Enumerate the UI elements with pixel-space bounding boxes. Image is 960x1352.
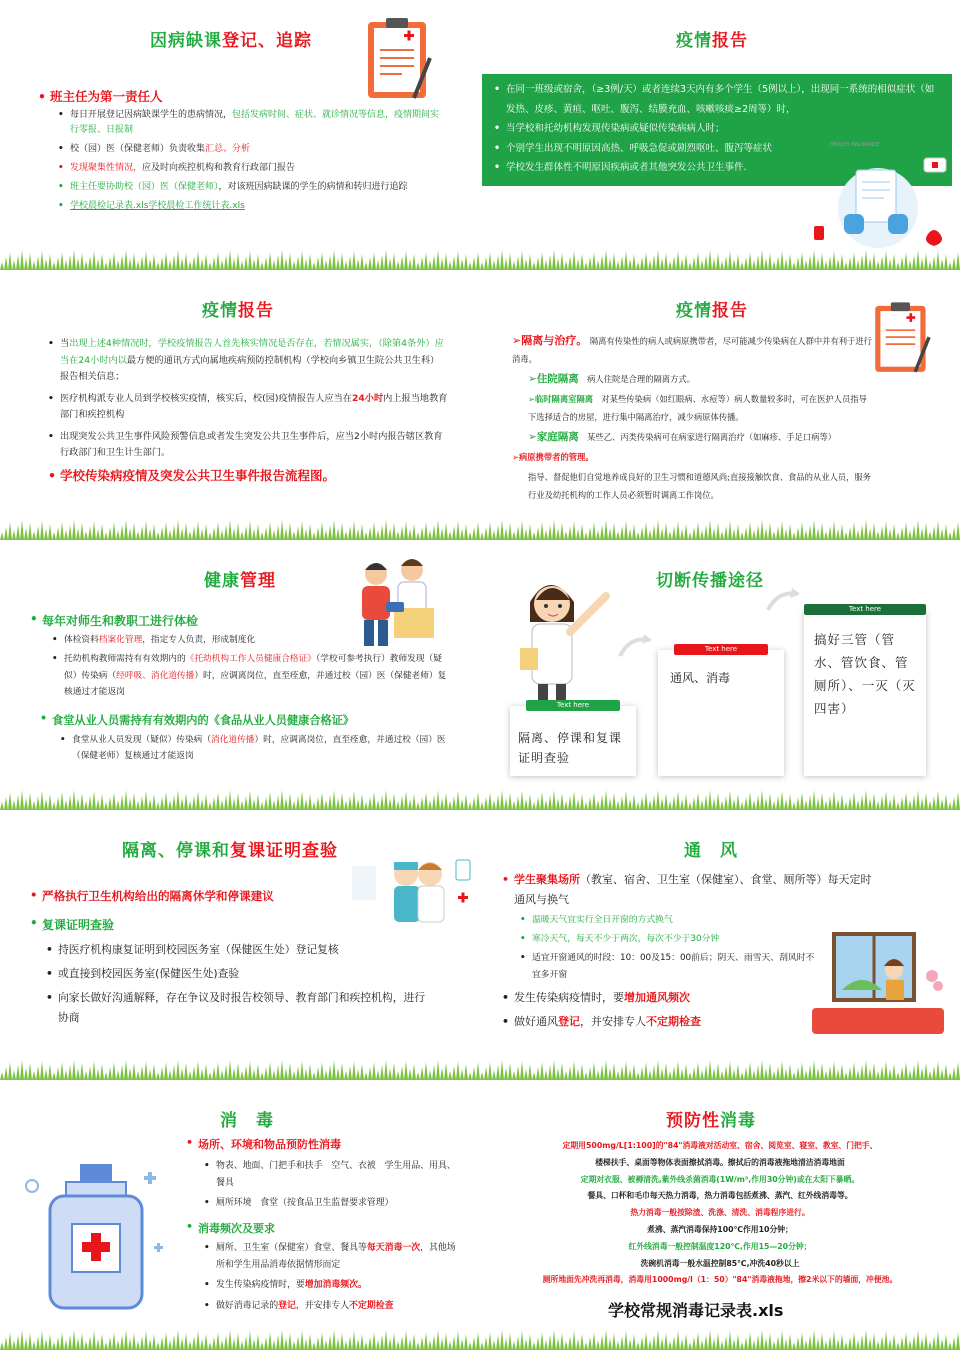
slide-health-management (0, 540, 480, 810)
card-text: 通风、消毒 (670, 671, 731, 685)
list-item: • 个别学生出现不明原因高热、呼吸急促或剧烈呕吐、腹泻等症状 (494, 139, 940, 159)
list-item: • 发现聚集性情况，应及时向疾控机构和教育行政部门报告 (58, 161, 448, 176)
grass-decoration (0, 1058, 480, 1080)
text-line: 定期对衣服、被褥清洗,紫外线杀菌消毒(1W/m³,作用30分钟)或在太阳下暴晒。 (580, 1174, 860, 1184)
slide-absence-tracking (0, 0, 480, 270)
slide-title: 健康管理 (204, 571, 276, 591)
card-three-management (804, 605, 926, 776)
grass-decoration (480, 518, 960, 540)
slide-epidemic-report-2 (0, 270, 480, 540)
list-item: • 发生传染病疫情时，要增加通风频次 (502, 988, 822, 1008)
list-item: • 向家长做好沟通解释，存在争议及时报告校领导、教育部门和疾控机构，进行协商 (46, 988, 432, 1028)
isolation-section: ➢ 隔离与治疗。 隔离有传染性的病人或病原携带者，尽可能减少传染病在人群中并有利于进行消毒。 (512, 332, 874, 368)
grass-decoration (0, 518, 480, 540)
slide-title: 疫情报告 (676, 301, 748, 321)
slide-title: 切断传播途径 (656, 571, 764, 591)
slide-preventive-disinfection (480, 1080, 960, 1350)
text-line: 煮沸、蒸汽消毒保持100℃作用10分钟； (647, 1224, 793, 1234)
grass-decoration (0, 248, 480, 270)
carrier-section: ➢ 病原携带者的管理。 (512, 448, 874, 466)
slide-epidemic-report-3 (480, 270, 960, 540)
lead-text: • 场所、环境和物品预防性消毒 (186, 1136, 341, 1152)
list-item: • 物表、地面、门把手和扶手 空气、衣被 学生用品、用具、餐具 (204, 1158, 458, 1191)
list-item: • 持医疗机构康复证明到校园医务室（保健医生处）登记复核 (46, 940, 432, 960)
list-item: • 做好通风登记，并安排专人不定期检查 (502, 1012, 822, 1032)
grass-decoration (0, 1328, 480, 1350)
list-item: • 温暖天气宜实行全日开窗的方式换气 (520, 912, 820, 929)
lead-text: • 每年对师生和教职工进行体检 (30, 612, 198, 629)
lead-text: • 食堂从业人员需持有有效期内的《食品从业人员健康合格证》 (40, 712, 354, 728)
grass-decoration (0, 788, 480, 810)
list-item: • 出现突发公共卫生事件风险预警信息或者发生突发公共卫生事件后，应当2小时内报告辖区教育行政部门和卫生计生部门。 (48, 429, 448, 462)
slide-disinfection (0, 1080, 480, 1350)
text-line: 红外线消毒一般控制温度120℃,作用15—20分钟； (628, 1241, 812, 1251)
lead-text: • 班主任为第一责任人 (38, 88, 163, 106)
slide-title: 预防性消毒 (666, 1111, 756, 1131)
list-item: ➢ 家庭隔离 某些乙、丙类传染病可在病家进行隔离治疗（如麻疹、手足口病等） (528, 428, 874, 446)
slide-title: 通 风 (684, 841, 738, 861)
list-item: • 适宜开窗通风的时段：10：00及15：00前后；阴天、雨雪天、刮风时不宜多开窗 (520, 950, 820, 984)
list-item: ➢ 临时隔离室隔离 对某些传染病（如红眼病、水痘等）病人数量较多时，可在医护人员指导下选择适合的房屋，进行集中隔离治疗，减少病原体传播。 (528, 390, 874, 426)
list-item: • 食堂从业人员发现（疑似）传染病（消化道传播）时，应调离岗位，直至痊愈，并通过校（园）医（保健老师）复核通过才能返岗 (60, 732, 452, 765)
list-item: • 做好消毒记录的登记，并安排专人不定期检查 (204, 1298, 460, 1315)
list-item: • 寒冷天气，每天不少于两次，每次不少于30分钟 (520, 931, 820, 948)
disinfection-record-file-link[interactable]: 学校常规消毒记录表.xls (608, 1301, 784, 1320)
window-child-illustration (812, 930, 944, 1038)
list-item: • 或直接到校园医务室(保健医生处)查验 (46, 964, 432, 984)
list-item: • 校（园）医（保健老师）负责收集汇总、分析 (58, 142, 448, 157)
list-item: 指导、督促他们自觉地养成良好的卫生习惯和道德风尚;直接接触饮食、食品的从业人员，服务行业及幼托机构的工作人员必须暂时调离工作岗位。 (528, 472, 871, 500)
card-text: 搞好三管（管水、管饮食、管厕所）、一灭（灭四害） (814, 632, 916, 716)
lead-text: • 消毒频次及要求 (186, 1220, 275, 1236)
list-item: • 医疗机构派专业人员到学校核实疫情，核实后，校(园)疫情报告人应当在24小时内上报当地教育部门和疾控机构 (48, 391, 448, 424)
list-item: • 班主任要协助校（园）医（保健老师），对该班因病缺课的学生的病情和转归进行追踪 (58, 180, 448, 195)
list-item: • 当出现上述4种情况时，学校疫情报告人首先核实情况是否存在，若情况属实，（除第4条外）应当在24小时内以最方便的通讯方式向属地疾病预防控制机构（学校向乡镇卫生院公共卫生科）报告相关信息； (48, 336, 448, 386)
slide-ventilation (480, 810, 960, 1080)
medical-staff-illustration (352, 852, 476, 924)
slide-title: 因病缺课登记、追踪 (150, 31, 312, 51)
text-line: 洗碗机消毒一般水温控制85℃,冲洗40秒以上 (640, 1258, 800, 1268)
list-item: • 在同一班级或宿舍，（≥3例/天）或者连续3天内有多个学生（5例以上），出现同一系统的相似症状（如发热、皮疹、黄疸、呕吐、腹泻、结膜充血、咳嗽咳痰≥2周等）时， (494, 80, 940, 119)
list-item: • 体检资料档案化管理，指定专人负责，形成制度化 (52, 632, 452, 648)
arrow-icon (764, 584, 804, 614)
grass-decoration (480, 1058, 960, 1080)
flowchart-link[interactable]: • 学校传染病疫情及突发公共卫生事件报告流程图。 (48, 468, 448, 485)
lead-text: • 复课证明查验 (30, 916, 114, 933)
list-item: • 发生传染病疫情时，要增加消毒频次。 (204, 1277, 460, 1294)
card-tag: Text here (674, 644, 768, 655)
doc-label: HEALTH INSURANCE (830, 142, 880, 148)
grass-decoration (480, 788, 960, 810)
card-ventilation (658, 645, 784, 776)
text-line: 定期用500mg/L[1:100]的"84"消毒液对活动室、宿舍、阅览室、寝室、教室、门把手、 (562, 1141, 878, 1150)
grass-decoration (480, 1328, 960, 1350)
list-item: ➢ 住院隔离 病人住院是合理的隔离方式。 (528, 370, 874, 388)
slide-title: 消 毒 (220, 1111, 274, 1131)
list-item: • 学校发生群体性不明原因疾病或者其他突发公共卫生事件. (494, 158, 940, 178)
card-text: 隔离、停课和复课证明查验 (518, 731, 623, 765)
list-item: • 当学校和托幼机构发现传染病或疑似传染病病人时； (494, 119, 940, 139)
slide-cut-transmission (480, 540, 960, 810)
list-item: • 托幼机构教师需持有有效期内的《托幼机构工作人员健康合格证》（学校可参考执行）教师发现（疑似）传染病（经呼吸、消化道传播）时，应调离岗位，直至痊愈，并通过校（园）医（保健老师）复核通过才能返岗 (52, 651, 452, 700)
clipboard-icon (362, 14, 438, 104)
card-isolation (510, 701, 636, 776)
text-line: 厕所地面先冲洗再消毒，消毒用1000mg/l（1：50）"84"消毒液拖地，擦2米以下的墙面，冲便池。 (542, 1275, 898, 1285)
disinfection-text-block (502, 1138, 938, 1289)
nurse-illustration (508, 570, 618, 704)
slide-title: 隔离、停课和复课证明查验 (122, 841, 338, 861)
slide-title: 疫情报告 (202, 301, 274, 321)
list-item: • 厕所、卫生室（保健室）食堂、餐具等每天消毒一次，其他场所和学生用品消毒依据情形而定 (204, 1240, 460, 1273)
slide-isolation-verification (0, 810, 480, 1080)
text-line: 楼梯扶手、桌面等物体表面擦拭消毒。擦拭后的消毒液拖地清洁消毒地面 (595, 1157, 845, 1167)
grass-decoration (480, 248, 960, 270)
card-tag: Text here (526, 700, 620, 711)
card-tag: Text here (804, 604, 926, 615)
lead-text: • 学生聚集场所（教室、宿舍、卫生室（保健室）、食堂、厕所等）每天定时通风与换气 (502, 870, 882, 910)
slide-title: 疫情报告 (676, 31, 748, 51)
health-insurance-illustration (800, 138, 956, 250)
text-line: 热力消毒一般按除渣、洗涤、清洗、消毒程序进行。 (630, 1208, 810, 1218)
clipboard-icon (870, 298, 936, 378)
list-item: • 每日开展登记因病缺课学生的患病情况，包括发病时间、症状、就诊情况等信息，疫情期间实行零报、日报制 (58, 108, 448, 138)
lead-text: • 严格执行卫生机构给出的隔离休学和停课建议 (30, 888, 274, 904)
list-item: • 厕所环境 食堂（按食品卫生监督要求管理） (204, 1195, 458, 1212)
text-line: 餐具、口杯和毛巾每天热力消毒，热力消毒包括煮沸、蒸汽、红外线消毒等。 (587, 1191, 853, 1201)
arrow-icon (616, 630, 656, 660)
disinfectant-bottle-illustration (14, 1146, 178, 1312)
file-link[interactable]: • 学校晨检记录表.xls学校晨检工作统计表.xls (58, 199, 448, 214)
